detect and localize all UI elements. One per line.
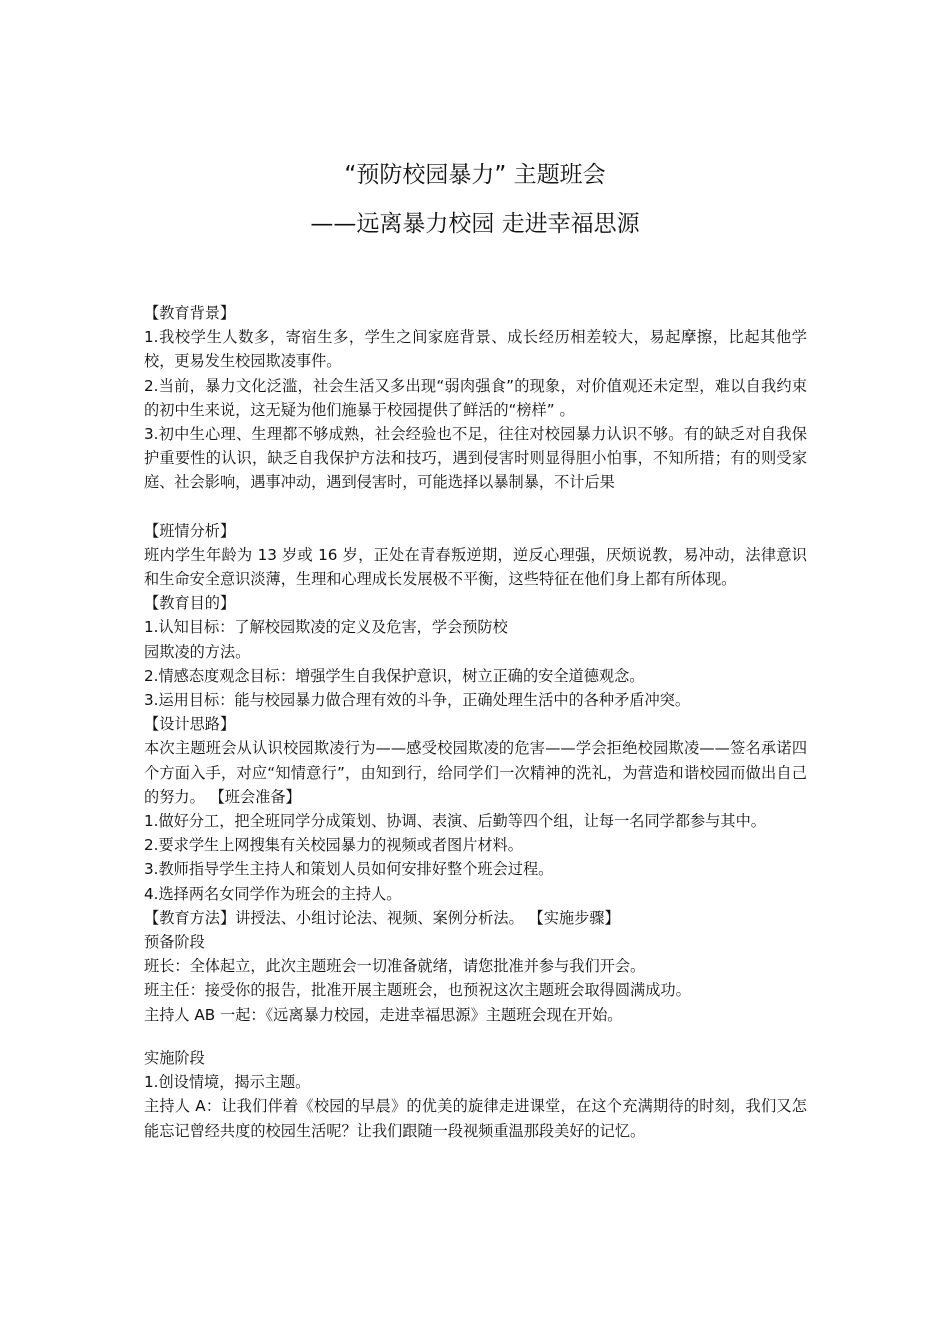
paragraph: 班内学生年龄为 13 岁或 16 岁，正处在青春叛逆期，逆反心理强，厌烦说教，易冲动，法律意识和生命安全意识淡薄，生理和心理成长发展极不平衡，这些特征在他们身上都有所体现。 [144, 545, 807, 589]
paragraph: 班主任：接受你的报告，批准开展主题班会，也预祝这次主题班会取得圆满成功。 [144, 981, 691, 1000]
document-subtitle: ——远离暴力校园 走进幸福思源 [310, 211, 640, 237]
document-body [144, 301, 807, 1143]
paragraph: 1.创设情境，揭示主题。 [144, 1073, 311, 1092]
paragraph: 3.运用目标：能与校园暴力做合理有效的斗争，正确处理生活中的各种矛盾冲突。 [144, 691, 691, 710]
stage-heading-implementation: 实施阶段 [144, 1048, 205, 1067]
spacer [144, 495, 807, 519]
paragraph: 4.选择两名女同学作为班会的主持人。 [144, 884, 402, 903]
section-heading-goals: 【教育目的】 [144, 594, 236, 613]
paragraph: 3.初中生心理、生理都不够成熟，社会经验也不足，往往对校园暴力认识不够。有的缺乏对自我保护重要性的认识，缺乏自我保护方法和技巧，遇到侵害时则显得胆小怕事，不知所措；有的则受家庭、社会影响，遇事冲动，遇到侵害时，可能选择以暴制暴，不计后果 [144, 425, 807, 492]
document-title: “预防校园暴力” 主题班会 [344, 162, 606, 188]
section-heading-class-analysis: 【班情分析】 [144, 521, 236, 540]
stage-heading-prep: 预备阶段 [144, 933, 205, 952]
paragraph: 1.做好分工，把全班同学分成策划、协调、表演、后勤等四个组，让每一名同学都参与其中。 [144, 812, 766, 831]
section-heading-methods: 【教育方法】讲授法、小组讨论法、视频、案例分析法。 【实施步骤】 [144, 908, 620, 927]
paragraph: 2.要求学生上网搜集有关校园暴力的视频或者图片材料。 [144, 836, 523, 855]
paragraph: 2.情感态度观念目标：增强学生自我保护意识，树立正确的安全道德观念。 [144, 666, 645, 685]
paragraph: 主持人 AB 一起：《远离暴力校园，走进幸福思源》主题班会现在开始。 [144, 1005, 623, 1024]
spacer [144, 1027, 807, 1046]
paragraph: 主持人 A：让我们伴着《校园的早晨》的优美的旋律走进课堂，在这个充满期待的时刻，我们又怎能忘记曾经共度的校园生活呢？让我们跟随一段视频重温那段美好的记忆。 [144, 1097, 807, 1140]
section-heading-design: 【设计思路】 [144, 715, 236, 734]
section-heading-background: 【教育背景】 [144, 304, 236, 322]
paragraph: 1.认知目标：了解校园欺凌的定义及危害，学会预防校 [144, 618, 508, 637]
paragraph: 本次主题班会从认识校园欺凌行为——感受校园欺凌的危害——学会拒绝校园欺凌——签名承诺四个方面入手，对应“知情意行”，由知到行，给同学们一次精神的洗礼，为营造和谐校园而做出自己的努力。 【班会准备】 [144, 739, 807, 806]
paragraph: 2.当前，暴力文化泛滥，社会生活又多出现“弱肉强食”的现象，对价值观还未定型，难以自我约束的初中生来说，这无疑为他们施暴于校园提供了鲜活的“榜样” 。 [144, 376, 807, 419]
paragraph: 3.教师指导学生主持人和策划人员如何安排好整个班会过程。 [144, 860, 554, 879]
paragraph: 园欺凌的方法。 [144, 642, 251, 661]
paragraph: 1.我校学生人数多，寄宿生多，学生之间家庭背景、成长经历相差较大，易起摩擦，比起其他学校，更易发生校园欺凌事件。 [144, 328, 807, 371]
paragraph: 班长：全体起立，此次主题班会一切准备就绪，请您批准并参与我们开会。 [144, 957, 646, 976]
